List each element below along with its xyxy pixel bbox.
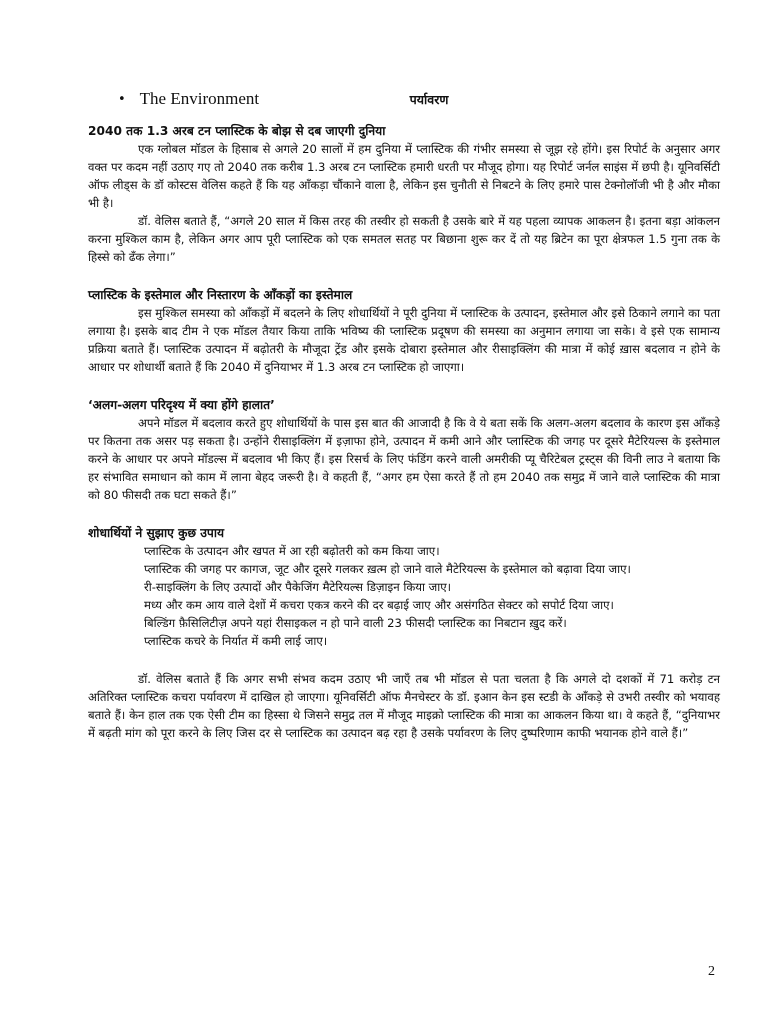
paragraph: इस मुश्किल समस्या को आँकड़ों में बदलने के लिए शोधार्थियों ने पूरी दुनिया में प्लास्टिक के उत्पादन, इस्तेमाल और इसे ठिकाने लगाने का पता लगाया है। इसके बाद टीम ने एक मॉडल तैयार किया ताकि भविष्य की प्लास्टिक प्रदूषण की समस्या का अनुमान लगाया जा सके। वे इसे एक सामान्य प्रक्रिया बताते हैं। प्लास्टिक उत्पादन में बढ़ोतरी के मौजूदा ट्रेंड और इसके दोबारा इस्तेमाल और रीसाइक्लिंग की मात्रा में कोई ख़ास बदलाव न होने के आधार पर शोधार्थी बताते हैं कि 2040 में दुनियाभर में 1.3 अरब टन प्लास्टिक हो जाएगा। xyxy=(88,306,720,374)
list-item: बिल्डिंग फ़ैसिलिटीज़ अपने यहां रीसाइकल न हो पाने वाली 23 फीसदी प्लास्टिक का निबटान ख़ुद करें। xyxy=(144,616,567,630)
section-heading: शोधार्थियों ने सुझाए कुछ उपाय xyxy=(88,526,225,540)
page-number: 2 xyxy=(708,964,715,979)
solutions-list xyxy=(88,542,720,650)
paragraph: डॉ. वेलिस बताते हैं, “अगले 20 साल में किस तरह की तस्वीर हो सकती है उसके बारे में यह पहला व्यापक आकलन है। इतना बड़ा आंकलन करना मुश्किल काम है, लेकिन अगर आप पूरी प्लास्टिक को एक समतल सतह पर बिछाना शुरू कर दें तो यह ब्रिटेन का पूरा क्षेत्रफल 1.5 गुना तक के हिस्से को ढँक लेगा।” xyxy=(88,214,720,264)
list-item: री-साइक्लिंग के लिए उत्पादों और पैकेजिंग मैटेरियल्स डिज़ाइन किया जाए। xyxy=(144,580,452,594)
topic-line xyxy=(110,88,670,110)
list-item: प्लास्टिक के उत्पादन और खपत में आ रही बढ़ोतरी को कम किया जाए। xyxy=(144,544,440,558)
paragraph: एक ग्लोबल मॉडल के हिसाब से अगले 20 सालों में हम दुनिया में प्लास्टिक की गंभीर समस्या से जूझ रहे होंगे। इस रिपोर्ट के अनुसार अगर वक्त पर कदम नहीं उठाए गए तो 2040 तक करीब 1.3 अरब टन प्लास्टिक हमारी धरती पर मौजूद होगा। यह रिपोर्ट जर्नल साइंस में छपी है। यूनिवर्सिटी ऑफ लीड्स के डॉ कोस्टस वेलिस कहते हैं कि यह आँकड़ा चौंकाने वाला है, लेकिन इस चुनौती से निबटने के लिए हमारे पास टेक्नोलॉजी भी है और मौका भी है। xyxy=(88,142,720,210)
spacer xyxy=(88,266,720,286)
section-heading: प्लास्टिक के इस्तेमाल और निस्तारण के आँकड़ों का इस्तेमाल xyxy=(88,288,353,302)
section-heading: ‘अलग-अलग परिदृश्य में क्या होंगे हालात’ xyxy=(88,398,275,412)
spacer xyxy=(88,650,720,670)
list-item: प्लास्टिक की जगह पर कागज, जूट और दूसरे गलकर ख़त्म हो जाने वाले मैटेरियल्स के इस्तेमाल को बढ़ावा दिया जाए। xyxy=(144,562,631,576)
section-heading: 2040 तक 1.3 अरब टन प्लास्टिक के बोझ से दब जाएगी दुनिया xyxy=(88,124,386,138)
spacer xyxy=(88,504,720,524)
article-body xyxy=(88,122,720,742)
topic-title-hindi: पर्यावरण xyxy=(409,91,449,107)
spacer xyxy=(88,376,720,396)
topic-title-english: The Environment xyxy=(139,89,260,108)
bullet-icon: • xyxy=(118,91,126,107)
paragraph: डॉ. वेलिस बताते हैं कि अगर सभी संभव कदम उठाए भी जाएँ तब भी मॉडल से पता चलता है कि अगले दो दशकों में 71 करोड़ टन अतिरिक्त प्लास्टिक कचरा पर्यावरण में दाखिल हो जाएगा। यूनिवर्सिटी ऑफ मैनचेस्टर के डॉ. इआन केन इस स्टडी के आँकड़े से उभरी तस्वीर को भयावह बताते हैं। केन हाल तक एक ऐसी टीम का हिस्सा थे जिसने समुद्र तल में मौजूद माइक्रो प्लास्टिक की मात्रा का आकलन किया था। वे कहते हैं, “दुनियाभर में बढ़ती मांग को पूरा करने के लिए जिस दर से प्लास्टिक का उत्पादन बढ़ रहा है उसके पर्यावरण के लिए दुष्परिणाम काफी भयानक होने वाले हैं।” xyxy=(88,672,720,740)
list-item: मध्य और कम आय वाले देशों में कचरा एकत्र करने की दर बढ़ाई जाए और असंगठित सेक्टर को सपोर्ट दिया जाए। xyxy=(144,598,614,612)
list-item: प्लास्टिक कचरे के निर्यात में कमी लाई जाए। xyxy=(144,634,328,648)
paragraph: अपने मॉडल में बदलाव करते हुए शोधार्थियों के पास इस बात की आजादी है कि वे ये बता सकें कि अलग-अलग बदलाव के कारण इस आँकड़े पर कितना तक असर पड़ सकता है। उन्होंने रीसाइक्लिंग में इज़ाफा होने, उत्पादन में कमी आने और प्लास्टिक की जगह पर दूसरे मैटेरियल्स के इस्तेमाल करने के आधार पर अपने मॉडल्स में बदलाव भी किए हैं। इस रिसर्च के लिए फंडिंग करने वाली अमरीकी प्यू चैरिटेबल ट्रस्ट्स की विनी लाउ ने बताया कि हर संभावित समाधान को काम में लाना बेहद जरूरी है। वे कहती हैं, “अगर हम ऐसा करते हैं तो हम 2040 तक समुद्र में जाने वाले प्लास्टिक की मात्रा को 80 फीसदी तक घटा सकते हैं।” xyxy=(88,416,720,502)
